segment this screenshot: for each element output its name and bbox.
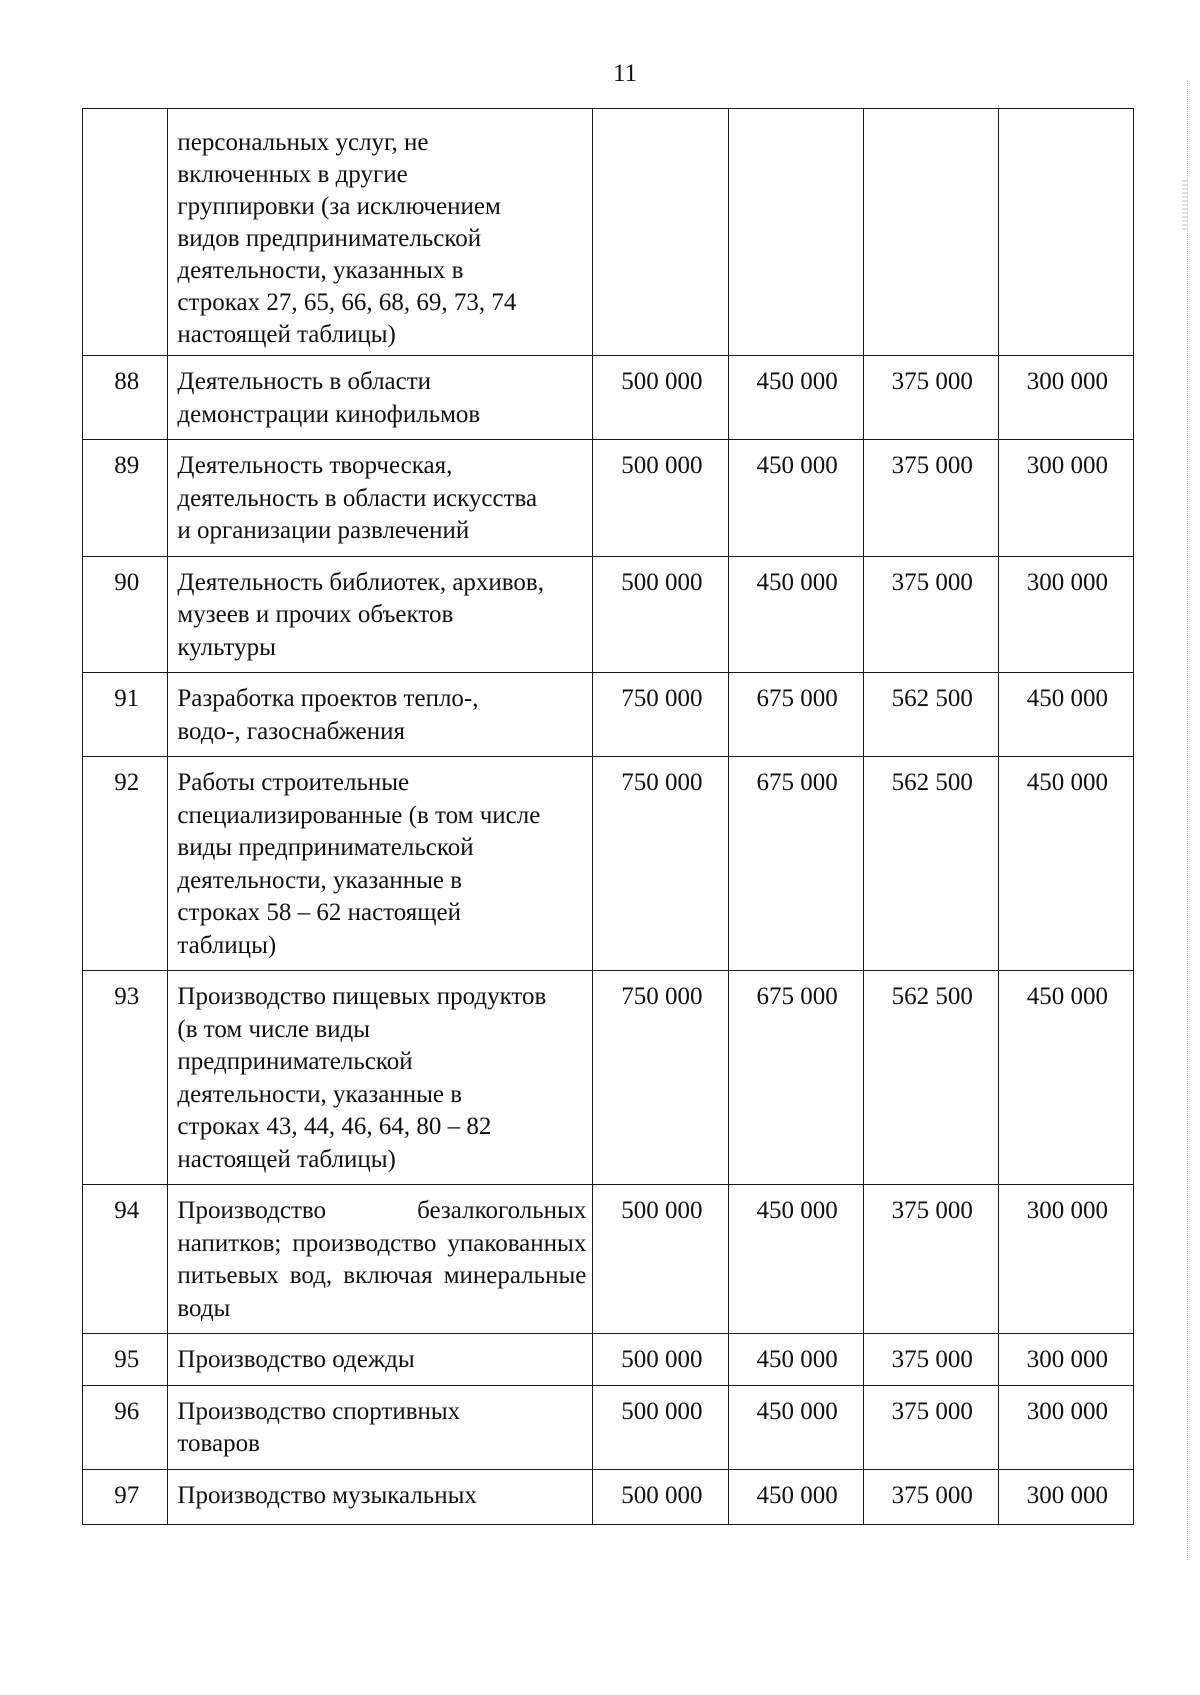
amount-column-4: 300 000	[998, 1185, 1133, 1334]
row-number: 95	[83, 1334, 168, 1386]
description-line: Производство музыкальных	[177, 1481, 477, 1509]
amount-column-4: 300 000	[998, 440, 1133, 557]
amount-column-2: 450 000	[728, 1469, 863, 1524]
description-line: строках 43, 44, 46, 64, 80 – 82	[177, 1113, 492, 1140]
description-line: водо-, газоснабжения	[177, 717, 406, 745]
description-line: специализированные (в том числе	[177, 801, 541, 829]
description-line: включенных в другие	[177, 161, 408, 188]
description-line: деятельность в области искусства	[177, 484, 538, 512]
amount-column-2: 675 000	[728, 757, 863, 971]
row-number: 93	[83, 971, 168, 1185]
activity-description	[168, 1334, 593, 1386]
rates-table-body	[83, 109, 1134, 1525]
table-row	[83, 1185, 1134, 1334]
description-line: предпринимательской	[177, 1048, 413, 1075]
amount-column-4: 300 000	[998, 1334, 1133, 1386]
amount-column-4: 300 000	[998, 1469, 1133, 1524]
amount-column-4	[998, 109, 1133, 356]
amount-column-2: 450 000	[728, 1185, 863, 1334]
amount-column-3: 562 500	[863, 757, 998, 971]
page-number: 11	[612, 60, 638, 87]
description-line: и организации развлечений	[177, 517, 470, 544]
row-number: 92	[83, 757, 168, 971]
amount-column-1: 500 000	[593, 1334, 728, 1386]
amount-column-3	[863, 109, 998, 356]
amount-column-1: 750 000	[593, 757, 728, 971]
amount-column-2: 450 000	[728, 356, 863, 440]
description-line: Разработка проектов тепло-,	[177, 685, 479, 712]
amount-column-1: 500 000	[593, 356, 728, 440]
activity-description	[168, 673, 593, 757]
row-number	[83, 109, 168, 356]
table-row	[83, 1334, 1134, 1386]
amount-column-4: 300 000	[998, 556, 1133, 673]
description-line: музеев и прочих объектов	[177, 601, 454, 628]
amount-column-2: 450 000	[728, 1334, 863, 1386]
amount-column-2: 450 000	[728, 1385, 863, 1469]
table-row	[83, 356, 1134, 440]
description-line: настоящей таблицы)	[177, 1145, 396, 1173]
amount-column-4: 450 000	[998, 757, 1133, 971]
description-line: Производство спортивных	[177, 1397, 461, 1425]
description-line: видов предпринимательской	[177, 225, 482, 252]
amount-column-3: 375 000	[863, 556, 998, 673]
amount-column-3: 375 000	[863, 1469, 998, 1524]
amount-column-3: 375 000	[863, 1334, 998, 1386]
description-line: (в том числе виды	[177, 1015, 371, 1043]
amount-column-3: 562 500	[863, 673, 998, 757]
table-row	[83, 109, 1134, 356]
description-line: строках 58 – 62 настоящей	[177, 899, 462, 926]
row-number: 89	[83, 440, 168, 557]
amount-column-1	[593, 109, 728, 356]
amount-column-1: 500 000	[593, 1385, 728, 1469]
amount-column-1: 500 000	[593, 440, 728, 557]
amount-column-4: 300 000	[998, 1385, 1133, 1469]
description-line: культуры	[177, 633, 276, 661]
amount-column-2: 450 000	[728, 440, 863, 557]
rates-table	[82, 108, 1134, 1525]
description-line: настоящей таблицы)	[177, 321, 396, 348]
amount-column-3: 375 000	[863, 1185, 998, 1334]
row-number: 90	[83, 556, 168, 673]
table-row	[83, 971, 1134, 1185]
amount-column-2: 675 000	[728, 971, 863, 1185]
description-line: деятельности, указанных в	[177, 257, 464, 284]
amount-column-4: 450 000	[998, 673, 1133, 757]
amount-column-2: 450 000	[728, 556, 863, 673]
amount-column-3: 375 000	[863, 356, 998, 440]
table-row	[83, 1385, 1134, 1469]
description-line: Деятельность в области	[177, 368, 432, 395]
amount-column-1: 500 000	[593, 1469, 728, 1524]
activity-description	[168, 356, 593, 440]
amount-column-4: 300 000	[998, 356, 1133, 440]
activity-description	[168, 1469, 593, 1524]
row-number: 94	[83, 1185, 168, 1334]
amount-column-3: 375 000	[863, 1385, 998, 1469]
description-line: Производство пищевых продуктов	[177, 983, 547, 1010]
description-line: группировки (за исключением	[177, 193, 501, 220]
description-line: демонстрации кинофильмов	[177, 400, 481, 428]
description-line: Производство безалкогольных напитков; производство упакованных питьевых вод, включая минеральные воды	[177, 1197, 587, 1322]
amount-column-1: 500 000	[593, 556, 728, 673]
description-line: деятельности, указанные в	[177, 866, 463, 894]
description-line: персональных услуг, не	[177, 129, 429, 156]
amount-column-3: 375 000	[863, 440, 998, 557]
description-line: Деятельность творческая,	[177, 452, 453, 479]
description-line: товаров	[177, 1430, 260, 1457]
activity-description	[168, 440, 593, 557]
description-line: таблицы)	[177, 931, 277, 959]
description-line: Деятельность библиотек, архивов,	[177, 568, 544, 596]
activity-description	[168, 1185, 593, 1334]
row-number: 97	[83, 1469, 168, 1524]
activity-description	[168, 109, 593, 356]
activity-description	[168, 757, 593, 971]
description-line: Работы строительные	[177, 769, 410, 796]
amount-column-1: 750 000	[593, 673, 728, 757]
amount-column-3: 562 500	[863, 971, 998, 1185]
table-row	[83, 440, 1134, 557]
amount-column-1: 750 000	[593, 971, 728, 1185]
table-row	[83, 556, 1134, 673]
description-line: виды предпринимательской	[177, 834, 474, 861]
table-row	[83, 673, 1134, 757]
activity-description	[168, 556, 593, 673]
description-line: строках 27, 65, 66, 68, 69, 73, 74	[177, 289, 517, 316]
scan-artifact	[1182, 180, 1188, 230]
table-row	[83, 1469, 1134, 1524]
row-number: 96	[83, 1385, 168, 1469]
activity-description	[168, 971, 593, 1185]
amount-column-1: 500 000	[593, 1185, 728, 1334]
row-number: 91	[83, 673, 168, 757]
activity-description	[168, 1385, 593, 1469]
amount-column-2: 675 000	[728, 673, 863, 757]
amount-column-4: 450 000	[998, 971, 1133, 1185]
description-line: деятельности, указанные в	[177, 1080, 463, 1108]
table-row	[83, 757, 1134, 971]
row-number: 88	[83, 356, 168, 440]
scan-margin-marks	[1187, 80, 1192, 1560]
description-line: Производство одежды	[177, 1346, 415, 1373]
amount-column-2	[728, 109, 863, 356]
